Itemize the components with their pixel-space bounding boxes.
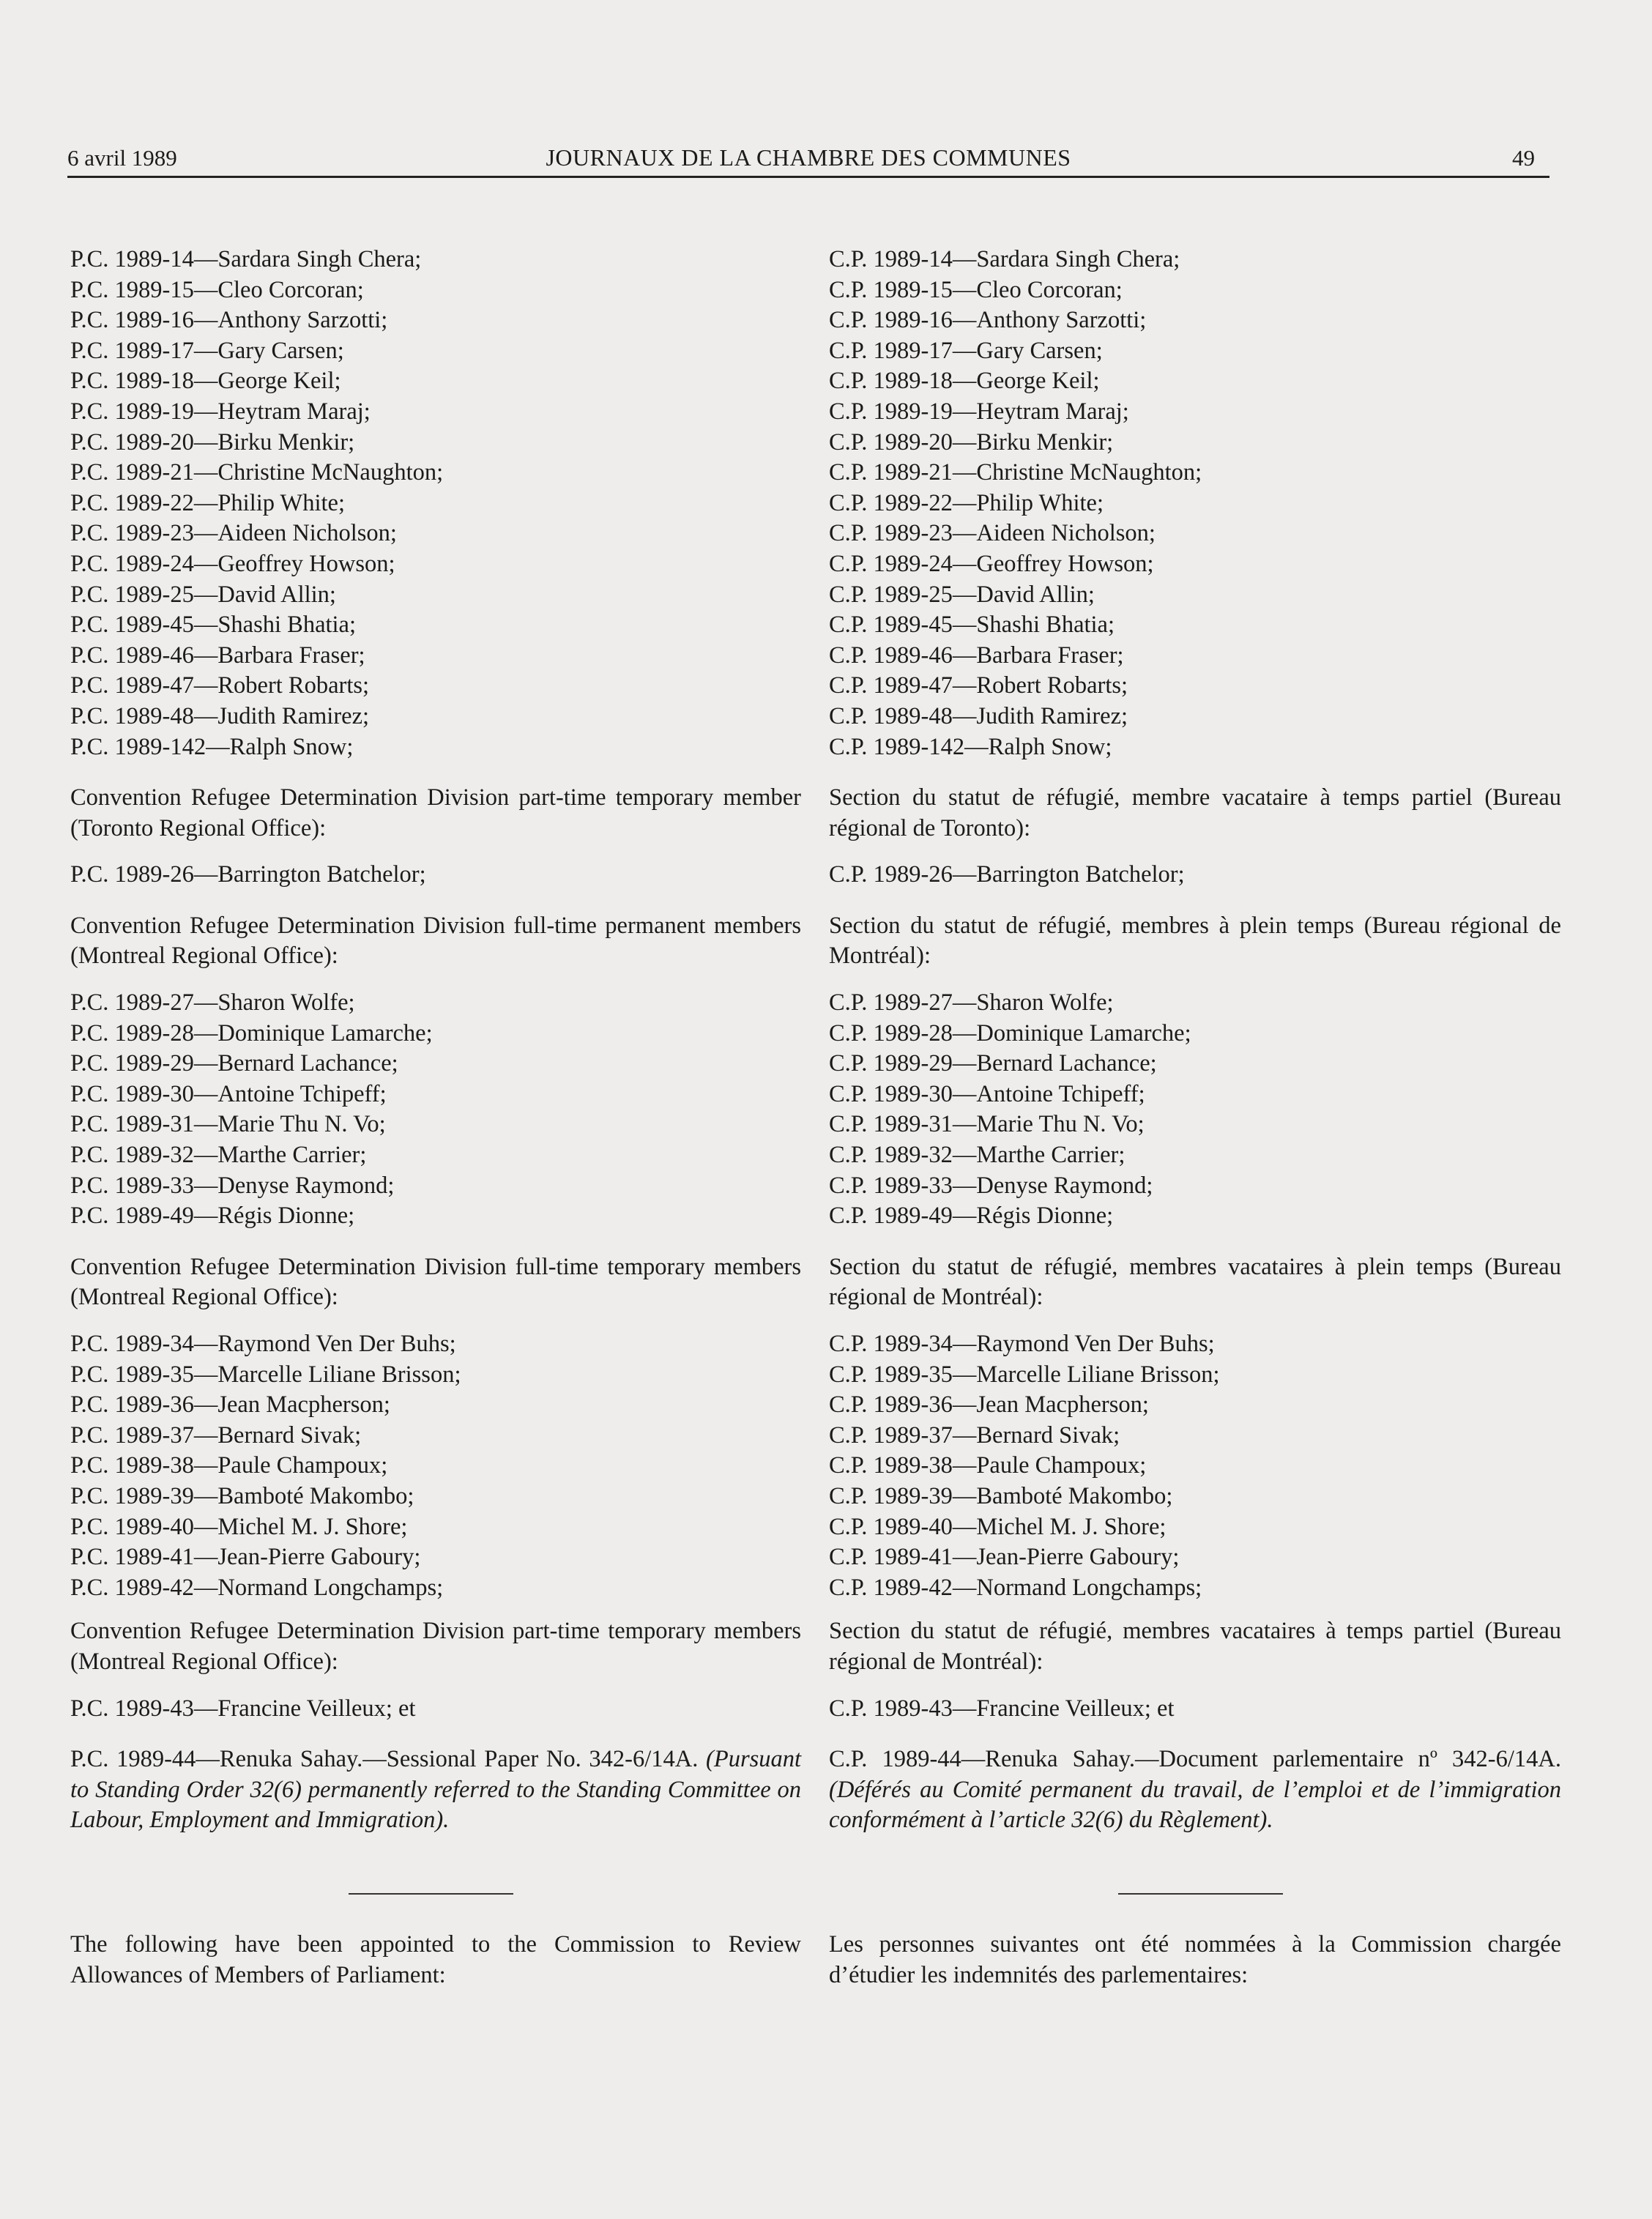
order-in-council-entry: C.P. 1989-19—Heytram Maraj; [829,398,1129,425]
closing-paragraph: Les personnes suivantes ont été nommées à la Commission chargée d’étudier les indemnités des parlementaires: [829,1930,1561,1988]
order-in-council-entry: P.C. 1989-30—Antoine Tchipeff; [70,1080,387,1107]
french-column [829,245,1561,1991]
order-in-council-entry: P.C. 1989-41—Jean-Pierre Gaboury; [70,1544,421,1571]
sessional-paper-text: C.P. 1989-44—Renuka Sahay.—Document parlementaire nº 342-6/14A. [829,1746,1561,1773]
order-in-council-entry: P.C. 1989-36—Jean Macpherson; [70,1391,390,1419]
order-in-council-entry: C.P. 1989-36—Jean Macpherson; [829,1391,1149,1419]
order-in-council-entry: C.P. 1989-38—Paule Champoux; [829,1452,1147,1479]
order-in-council-entry: C.P. 1989-14—Sardara Singh Chera; [829,246,1180,272]
order-in-council-entry: C.P. 1989-30—Antoine Tchipeff; [829,1080,1145,1107]
section-heading: Section du statut de réfugié, membres vacataires à plein temps (Bureau régional de Montréal): [829,1253,1561,1311]
order-in-council-entry: C.P. 1989-47—Robert Robarts; [829,672,1128,699]
order-in-council-entry: P.C. 1989-45—Shashi Bhatia; [70,612,357,639]
order-in-council-entry: P.C. 1989-29—Bernard Lachance; [70,1050,398,1077]
section-divider [829,1880,1561,1909]
order-in-council-entry: P.C. 1989-26—Barrington Batchelor; [70,861,426,888]
order-in-council-entry: P.C. 1989-24—Geoffrey Howson; [70,550,395,577]
page-number: 49 [1512,145,1535,171]
order-in-council-entry: C.P. 1989-42—Normand Longchamps; [829,1574,1202,1601]
section-heading: Convention Refugee Determination Division part-time temporary members (Montreal Regional Office): [70,1618,801,1675]
order-in-council-entry: P.C. 1989-28—Dominique Lamarche; [70,1019,433,1047]
order-in-council-entry: P.C. 1989-25—David Allin; [70,581,336,608]
order-in-council-entry: C.P. 1989-43—Francine Veilleux; et [829,1695,1175,1722]
list [70,1329,801,1603]
order-in-council-entry: P.C. 1989-14—Sardara Singh Chera; [70,246,422,272]
order-in-council-entry: C.P. 1989-25—David Allin; [829,581,1095,608]
list [70,860,801,891]
order-in-council-entry: P.C. 1989-49—Régis Dionne; [70,1203,355,1230]
order-in-council-entry: P.C. 1989-27—Sharon Wolfe; [70,989,355,1016]
list [829,860,1561,891]
section-heading: Convention Refugee Determination Division part-time temporary member (Toronto Regional Office): [70,784,801,841]
sessional-paper-text: P.C. 1989-44—Renuka Sahay.—Sessional Paper No. 342-6/14A. [70,1746,699,1773]
order-in-council-entry: C.P. 1989-16—Anthony Sarzotti; [829,307,1147,334]
order-in-council-entry: C.P. 1989-29—Bernard Lachance; [829,1050,1157,1077]
order-in-council-entry: P.C. 1989-22—Philip White; [70,489,345,516]
order-in-council-entry: C.P. 1989-28—Dominique Lamarche; [829,1019,1191,1047]
list [829,1329,1561,1603]
order-in-council-entry: C.P. 1989-32—Marthe Carrier; [829,1142,1125,1169]
order-in-council-entry: P.C. 1989-16—Anthony Sarzotti; [70,307,388,334]
order-in-council-entry: P.C. 1989-40—Michel M. J. Shore; [70,1513,408,1540]
order-in-council-entry: P.C. 1989-23—Aideen Nicholson; [70,520,397,547]
order-in-council-entry: C.P. 1989-15—Cleo Corcoran; [829,276,1123,303]
order-in-council-entry: P.C. 1989-42—Normand Longchamps; [70,1574,444,1601]
order-in-council-entry: C.P. 1989-27—Sharon Wolfe; [829,989,1114,1016]
order-in-council-entry: P.C. 1989-32—Marthe Carrier; [70,1142,367,1169]
order-in-council-entry: P.C. 1989-20—Birku Menkir; [70,428,355,456]
order-in-council-entry: C.P. 1989-26—Barrington Batchelor; [829,861,1185,888]
section-heading: Convention Refugee Determination Division full-time permanent members (Montreal Regional Office): [70,912,801,970]
order-in-council-entry: C.P. 1989-21—Christine McNaughton; [829,459,1202,486]
section-divider [70,1880,801,1909]
order-in-council-entry: P.C. 1989-47—Robert Robarts; [70,672,370,699]
order-in-council-entry: C.P. 1989-24—Geoffrey Howson; [829,550,1154,577]
header-title: JOURNAUX DE LA CHAMBRE DES COMMUNES [546,144,1071,171]
order-in-council-entry: P.C. 1989-38—Paule Champoux; [70,1452,388,1479]
section-heading: Section du statut de réfugié, membres à plein temps (Bureau régional de Montréal): [829,912,1561,970]
order-in-council-entry: C.P. 1989-34—Raymond Ven Der Buhs; [829,1331,1215,1357]
list [70,1694,801,1725]
order-in-council-entry: P.C. 1989-43—Francine Veilleux; et [70,1695,416,1722]
page-header [67,139,1549,178]
order-in-council-entry: P.C. 1989-46—Barbara Fraser; [70,642,365,669]
list [70,245,801,762]
order-in-council-entry: P.C. 1989-35—Marcelle Liliane Brisson; [70,1361,461,1388]
list [829,245,1561,762]
order-in-council-entry: P.C. 1989-48—Judith Ramirez; [70,702,370,729]
sessional-paper-entry [70,1744,801,1836]
order-in-council-entry: C.P. 1989-18—George Keil; [829,368,1100,395]
order-in-council-entry: C.P. 1989-46—Barbara Fraser; [829,642,1124,669]
order-in-council-entry: C.P. 1989-20—Birku Menkir; [829,428,1114,456]
list [829,1694,1561,1725]
order-in-council-entry: C.P. 1989-17—Gary Carsen; [829,337,1103,364]
header-date: 6 avril 1989 [67,145,177,171]
order-in-council-entry: C.P. 1989-23—Aideen Nicholson; [829,520,1156,547]
order-in-council-entry: P.C. 1989-34—Raymond Ven Der Buhs; [70,1331,456,1357]
order-in-council-entry: C.P. 1989-41—Jean-Pierre Gaboury; [829,1544,1180,1571]
order-in-council-entry: C.P. 1989-33—Denyse Raymond; [829,1172,1153,1199]
order-in-council-entry: P.C. 1989-17—Gary Carsen; [70,337,344,364]
order-in-council-entry: P.C. 1989-21—Christine McNaughton; [70,459,444,486]
order-in-council-entry: C.P. 1989-37—Bernard Sivak; [829,1421,1120,1449]
referral-note: (Déférés au Comité permanent du travail, de l’emploi et de l’immigration conformément à l’article 32(6) du Règlement). [829,1776,1561,1834]
order-in-council-entry: P.C. 1989-39—Bamboté Makombo; [70,1482,414,1509]
order-in-council-entry: P.C. 1989-18—George Keil; [70,368,341,395]
list [70,988,801,1232]
order-in-council-entry: P.C. 1989-15—Cleo Corcoran; [70,276,364,303]
order-in-council-entry: C.P. 1989-48—Judith Ramirez; [829,702,1128,729]
order-in-council-entry: C.P. 1989-49—Régis Dionne; [829,1203,1114,1230]
section-heading: Section du statut de réfugié, membre vacataire à temps partiel (Bureau régional de Toronto): [829,784,1561,841]
section-heading: Section du statut de réfugié, membres vacataires à temps partiel (Bureau régional de Montréal): [829,1618,1561,1675]
order-in-council-entry: P.C. 1989-142—Ralph Snow; [70,733,354,760]
order-in-council-entry: C.P. 1989-142—Ralph Snow; [829,733,1112,760]
order-in-council-entry: C.P. 1989-22—Philip White; [829,489,1104,516]
order-in-council-entry: C.P. 1989-35—Marcelle Liliane Brisson; [829,1361,1220,1388]
order-in-council-entry: P.C. 1989-19—Heytram Maraj; [70,398,371,425]
sessional-paper-entry [829,1744,1561,1836]
order-in-council-entry: P.C. 1989-33—Denyse Raymond; [70,1172,395,1199]
list [829,988,1561,1232]
order-in-council-entry: C.P. 1989-39—Bamboté Makombo; [829,1482,1173,1509]
order-in-council-entry: C.P. 1989-45—Shashi Bhatia; [829,612,1115,639]
order-in-council-entry: C.P. 1989-40—Michel M. J. Shore; [829,1513,1167,1540]
closing-paragraph: The following have been appointed to the Commission to Review Allowances of Members of Parliament: [70,1930,801,1988]
section-heading: Convention Refugee Determination Division full-time temporary members (Montreal Regional Office): [70,1253,801,1311]
order-in-council-entry: P.C. 1989-37—Bernard Sivak; [70,1421,362,1449]
referral-note: (Pursuant to Standing Order 32(6) permanently referred to the Standing Committee on Labour, Employment and Immigration). [70,1746,802,1834]
english-column [70,245,801,1991]
order-in-council-entry: C.P. 1989-31—Marie Thu N. Vo; [829,1111,1145,1138]
order-in-council-entry: P.C. 1989-31—Marie Thu N. Vo; [70,1111,386,1138]
